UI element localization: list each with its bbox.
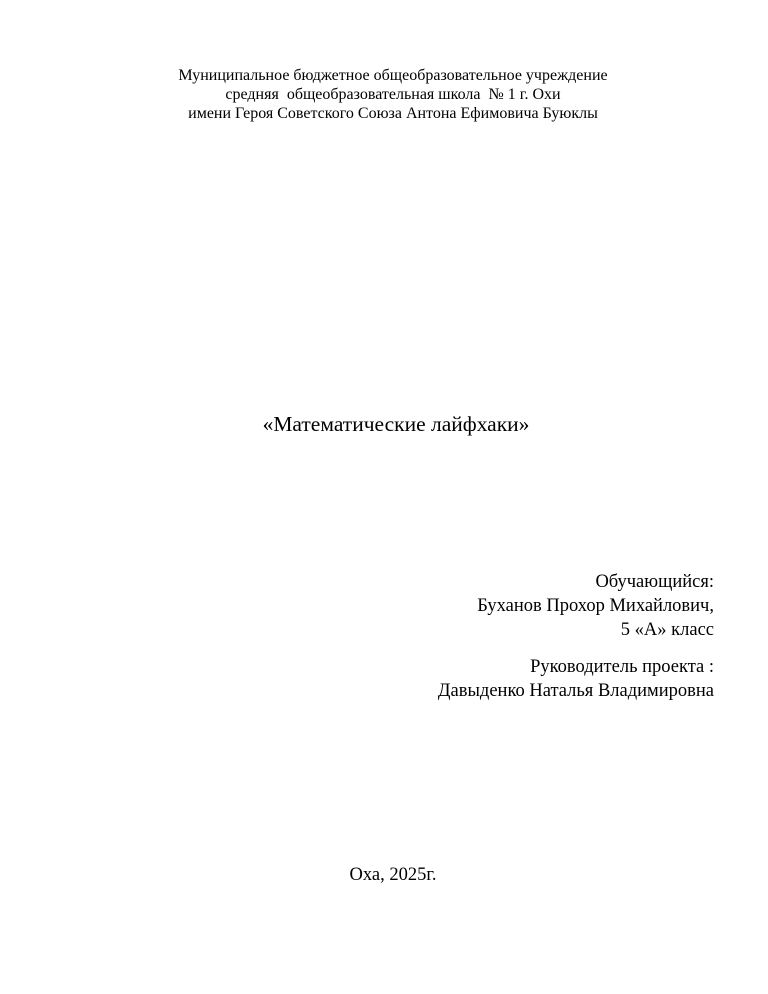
header-line-2: средняя общеобразовательная школа № 1 г. Охи bbox=[225, 86, 561, 103]
student-grade: 5 «А» класс bbox=[620, 620, 714, 640]
header-line-1: Муниципальное бюджетное общеобразовательное учреждение bbox=[178, 67, 608, 84]
student-name: Буханов Прохор Михайлович, bbox=[477, 596, 714, 616]
student-block bbox=[477, 570, 714, 642]
school-header bbox=[0, 66, 768, 123]
supervisor-block bbox=[438, 655, 714, 703]
supervisor-name: Давыденко Наталья Владимировна bbox=[437, 681, 714, 701]
header-line-3: имени Героя Советского Союза Антона Ефимовича Буюклы bbox=[188, 105, 598, 122]
project-title: «Математические лайфхаки» bbox=[262, 412, 530, 436]
supervisor-label: Руководитель проекта : bbox=[530, 657, 714, 677]
student-label: Обучающийся: bbox=[595, 572, 714, 592]
place-and-year: Оха, 2025г. bbox=[349, 865, 437, 885]
